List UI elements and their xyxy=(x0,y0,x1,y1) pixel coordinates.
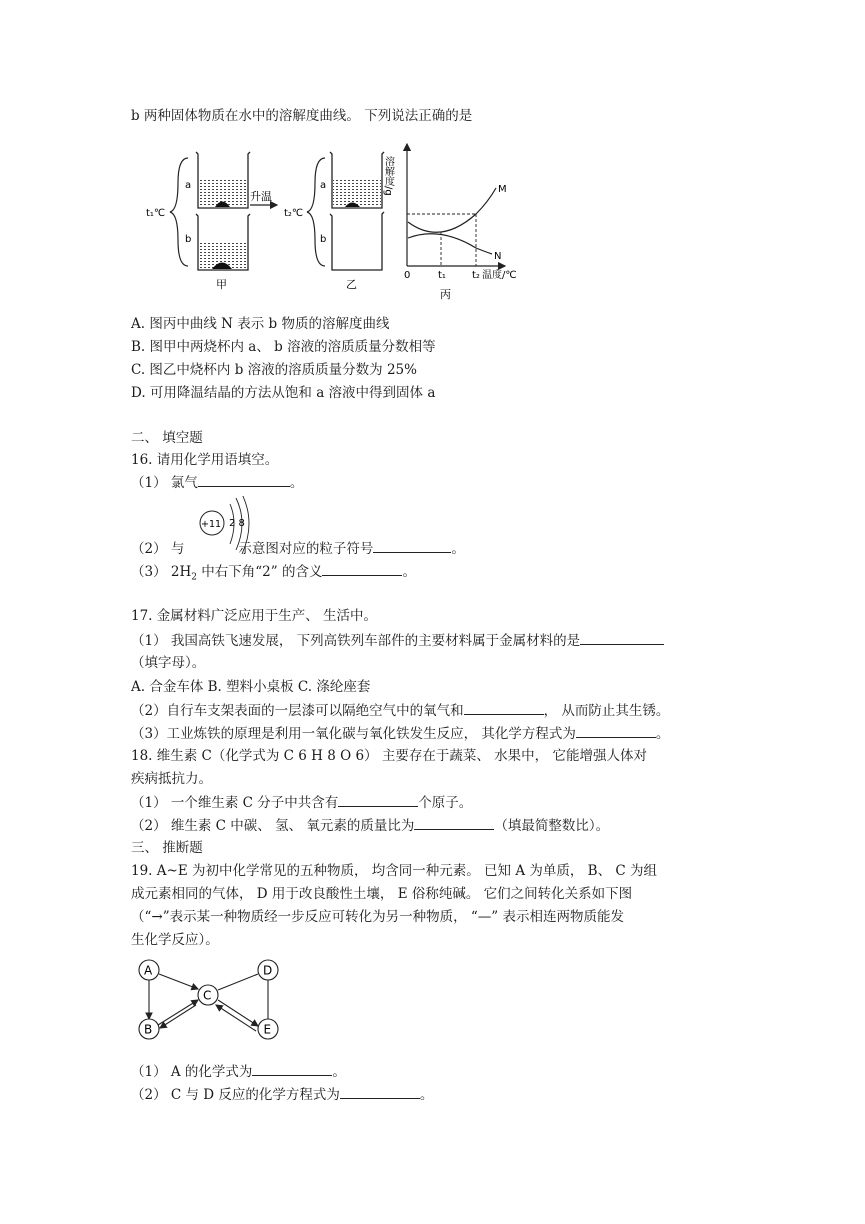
svg-text:B: B xyxy=(144,1022,153,1037)
q17-part2 xyxy=(131,700,669,721)
q16-part1 xyxy=(131,472,303,493)
node-e xyxy=(258,1019,278,1039)
graph-yaxis-label: 溶解度/g xyxy=(382,156,394,196)
q16-part2-end: 。 xyxy=(451,541,465,557)
q18-part1 xyxy=(131,792,472,813)
yi-bracket xyxy=(307,158,325,266)
q15-stem: b 两种固体物质在水中的溶解度曲线。 下列说法正确的是 xyxy=(131,108,473,124)
q18-stem-1: 18. 维生素 C（化学式为 C 6 H 8 O 6） 主要存在于蔬菜、 水果中， 它能增强人体对 xyxy=(131,748,647,764)
q19-stem-4: 生化学反应）。 xyxy=(131,932,219,948)
q15-option-d: D. 可用降温结晶的方法从饱和 a 溶液中得到固体 a xyxy=(131,385,436,401)
q17-part3-text: （3）工业炼铁的原理是利用一氧化碳与氧化铁发生反应， 其化学方程式为 xyxy=(131,726,576,742)
solubility-figure xyxy=(140,138,530,304)
caption-jia: 甲 xyxy=(216,278,227,291)
q19-stem-2: 成元素相同的气体， D 用于改良酸性土壤， E 俗称纯碱。 它们之间转化关系如下图 xyxy=(131,886,633,902)
node-a xyxy=(139,960,159,980)
q17-part2-text: （2）自行车支架表面的一层漆可以隔绝空气中的氧气和 xyxy=(131,703,464,719)
q15-option-a: A. 图丙中曲线 N 表示 b 物质的溶解度曲线 xyxy=(131,316,390,332)
yi-beaker-b xyxy=(330,212,384,270)
q16-part1-end: 。 xyxy=(289,475,304,491)
node-b xyxy=(139,1019,159,1039)
q16-part2-mid: 示意图对应的粒子符号 xyxy=(238,541,374,557)
q17-part3 xyxy=(131,723,669,744)
curve-n xyxy=(408,234,492,254)
jia-beaker-b xyxy=(196,214,250,270)
q16-part3 xyxy=(131,561,416,588)
svg-text:D: D xyxy=(263,963,273,978)
q19-part2-end: 。 xyxy=(419,1087,434,1103)
section2-title: 二、 填空题 xyxy=(131,430,203,446)
q16-part3-end: 。 xyxy=(402,564,416,580)
q16-part3-text: （3） 2H xyxy=(131,564,192,580)
q18-part2-text: （2） 维生素 C 中碳、 氢、 氧元素的质量比为 xyxy=(131,818,415,834)
yi-label-b: b xyxy=(320,234,327,245)
q17-part1-text: （1） 我国高铁飞速发展， 下列高铁列车部件的主要材料属于金属材料的是 xyxy=(131,633,581,649)
q16-part3-mid: 中右下角“2” 的含义 xyxy=(196,564,323,580)
node-c xyxy=(198,985,218,1005)
yi-temp-label: t₂℃ xyxy=(284,208,304,219)
answer-blank[interactable] xyxy=(414,815,494,830)
q19-part2-text: （2） C 与 D 反应的化学方程式为 xyxy=(131,1087,340,1103)
svg-text:C: C xyxy=(203,988,212,1003)
q19-part1-text: （1） A 的化学式为 xyxy=(131,1064,253,1080)
answer-blank[interactable] xyxy=(464,700,544,715)
answer-blank[interactable] xyxy=(373,538,451,553)
curve-m xyxy=(408,188,496,232)
q19-part2 xyxy=(131,1084,433,1105)
graph-origin: 0 xyxy=(404,270,411,281)
q17-stem: 17. 金属材料广泛应用于生产、 生活中。 xyxy=(131,608,378,624)
answer-blank[interactable] xyxy=(580,630,664,645)
atom-nucleus: +11 xyxy=(201,519,222,530)
jia-label-b: b xyxy=(185,234,192,245)
q19-part1-end: 。 xyxy=(332,1064,346,1080)
q19-stem-3: （“→”表示某一种物质经一步反应可转化为另一种物质， “—” 表示相连两物质能发 xyxy=(131,909,624,925)
q18-stem-2: 疾病抵抗力。 xyxy=(131,771,212,787)
atom-shells: 2 8 xyxy=(229,518,245,529)
q17-part3-end: 。 xyxy=(655,726,670,742)
answer-blank[interactable] xyxy=(576,723,656,738)
q16-part3-sub: 2 xyxy=(191,572,197,583)
curve-n-label: N xyxy=(494,251,502,262)
section3-title: 三、 推断题 xyxy=(131,840,203,856)
q18-part2-end: （填最简整数比）。 xyxy=(494,818,610,834)
svg-text:A: A xyxy=(144,963,153,978)
conversion-diagram xyxy=(134,956,284,1046)
q19-part1 xyxy=(131,1061,346,1082)
q18-part1-text: （1） 一个维生素 C 分子中共含有 xyxy=(131,795,339,811)
q16-part2-text: （2） 与 xyxy=(131,541,185,557)
q15-option-b: B. 图甲中两烧杯内 a、 b 溶液的溶质质量分数相等 xyxy=(131,339,436,355)
svg-text:E: E xyxy=(263,1022,272,1037)
answer-blank[interactable] xyxy=(198,472,290,487)
caption-yi: 乙 xyxy=(346,278,357,291)
jia-beaker-a xyxy=(196,152,250,208)
q17-choices: A. 合金车体 B. 塑料小桌板 C. 涤纶座套 xyxy=(131,679,371,695)
q19-stem-1: 19. A~E 为初中化学常见的五种物质， 均含同一种元素。 已知 A 为单质， B、 C 为组 xyxy=(131,863,658,879)
q17-part1b: （填字母）。 xyxy=(131,655,206,671)
yi-label-a: a xyxy=(320,180,327,191)
yi-beaker-a xyxy=(330,152,384,208)
jia-bracket xyxy=(170,158,188,266)
q16-stem: 16. 请用化学用语填空。 xyxy=(131,452,279,468)
jia-label-a: a xyxy=(185,180,192,191)
answer-blank[interactable] xyxy=(252,1061,332,1076)
caption-bing: 丙 xyxy=(440,288,451,301)
node-d xyxy=(258,960,278,980)
q18-part2 xyxy=(131,815,609,836)
q18-part1-end: 个原子。 xyxy=(418,795,473,811)
solubility-graph xyxy=(383,144,517,301)
graph-tick-t1: t₁ xyxy=(438,270,446,281)
q16-part2 xyxy=(131,538,465,559)
jia-temp-label: t₁℃ xyxy=(146,208,166,219)
answer-blank[interactable] xyxy=(338,792,418,807)
graph-xaxis-label: 温度/℃ xyxy=(482,270,517,281)
curve-m-label: M xyxy=(498,184,507,195)
answer-blank[interactable] xyxy=(340,1084,420,1099)
q17-part1 xyxy=(131,630,664,651)
graph-tick-t2: t₂ xyxy=(472,270,480,281)
q15-option-c: C. 图乙中烧杯内 b 溶液的溶质质量分数为 25% xyxy=(131,362,417,378)
answer-blank[interactable] xyxy=(322,561,402,576)
q17-part2-end: ， 从而防止其生锈。 xyxy=(543,703,670,719)
q16-part1-text: （1） 氯气 xyxy=(131,475,198,491)
arrow-label: 升温 xyxy=(250,190,272,203)
